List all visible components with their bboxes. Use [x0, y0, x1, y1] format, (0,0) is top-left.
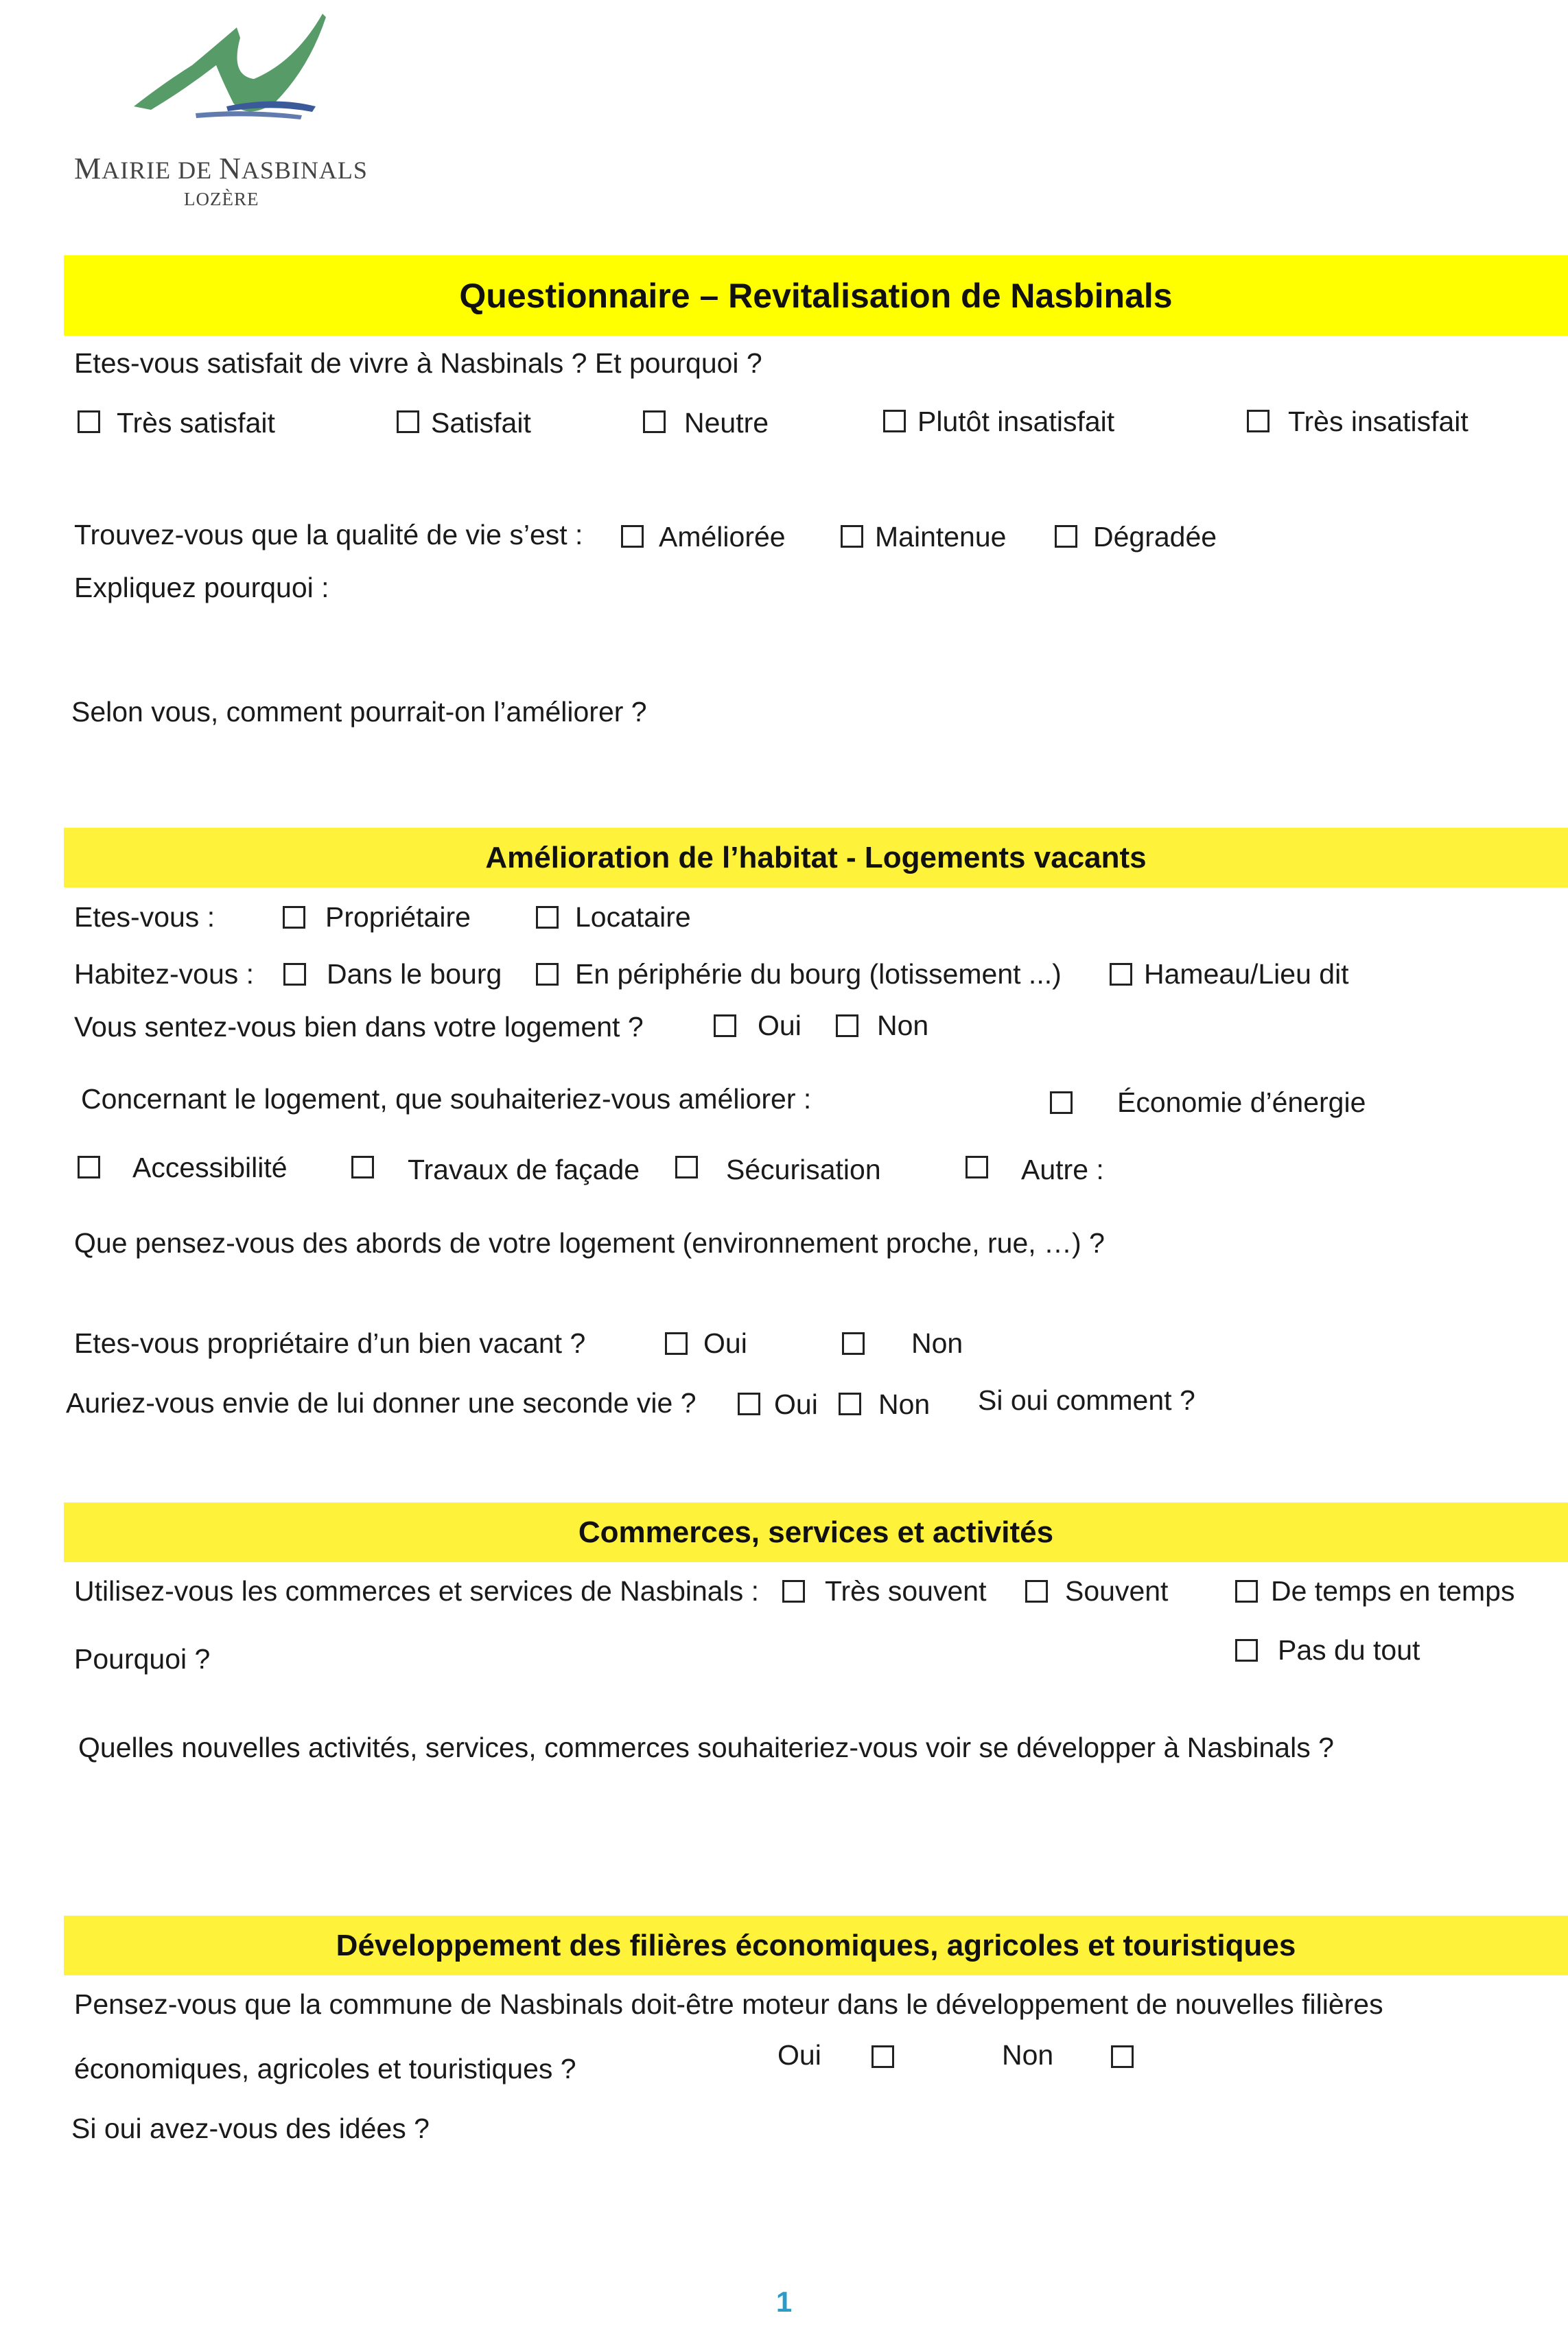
option-label: Satisfait — [431, 407, 531, 439]
checkbox-pas-du-tout[interactable] — [1235, 1639, 1258, 1662]
option-label: En périphérie du bourg (lotissement ...) — [575, 958, 1062, 990]
checkbox-hameau[interactable] — [1110, 963, 1132, 986]
option-label: Oui — [774, 1389, 818, 1420]
question-abords: Que pensez-vous des abords de votre logement (environnement proche, rue, …) ? — [74, 1227, 1105, 1259]
option-label: Accessibilité — [132, 1152, 288, 1183]
option-label: Maintenue — [875, 521, 1007, 553]
option-label: Dégradée — [1093, 521, 1217, 553]
option-label: Sécurisation — [726, 1154, 881, 1185]
checkbox-neutre[interactable] — [643, 410, 666, 433]
question-ameliorer-logement: Concernant le logement, que souhaiteriez-vous améliorer : — [81, 1083, 812, 1115]
option-label: Neutre — [684, 407, 769, 439]
logo-title: MAIRIE DE NASBINALS — [74, 152, 368, 185]
checkbox-bien-oui[interactable] — [714, 1014, 736, 1037]
checkbox-bien-non[interactable] — [836, 1014, 858, 1037]
checkbox-moteur-oui[interactable] — [871, 2045, 894, 2068]
option-label: Hameau/Lieu dit — [1144, 958, 1349, 990]
option-label: Non — [877, 1010, 929, 1041]
question-nouvelles-activites: Quelles nouvelles activités, services, commerces souhaiteriez-vous voir se développer à Nasbinals ? — [78, 1732, 1334, 1763]
question-etes-vous: Etes-vous : — [74, 901, 215, 933]
question-seconde-vie: Auriez-vous envie de lui donner une seconde vie ? — [66, 1387, 697, 1419]
checkbox-tres-insatisfait[interactable] — [1247, 410, 1269, 432]
question-bien-vacant: Etes-vous propriétaire d’un bien vacant ? — [74, 1327, 586, 1359]
checkbox-peripherie[interactable] — [536, 963, 559, 986]
checkbox-souvent[interactable] — [1025, 1580, 1048, 1603]
checkbox-seconde-vie-non[interactable] — [839, 1393, 861, 1415]
option-label: Locataire — [575, 901, 691, 933]
questionnaire-title: Questionnaire – Revitalisation de Nasbinals — [64, 255, 1568, 336]
question-moteur-line2: économiques, agricoles et touristiques ? — [74, 2053, 576, 2084]
checkbox-tres-souvent[interactable] — [782, 1580, 805, 1603]
checkbox-securisation[interactable] — [675, 1156, 698, 1178]
checkbox-plutot-insatisfait[interactable] — [883, 410, 906, 432]
option-label: Travaux de façade — [408, 1154, 640, 1185]
question-expliquez: Expliquez pourquoi : — [74, 572, 329, 603]
option-label: Oui — [758, 1010, 801, 1041]
question-pourquoi: Pourquoi ? — [74, 1643, 211, 1675]
option-label: Très insatisfait — [1288, 406, 1468, 437]
mairie-logo — [69, 0, 384, 220]
option-label: Économie d’énergie — [1117, 1087, 1366, 1118]
checkbox-maintenue[interactable] — [841, 525, 863, 548]
checkbox-dans-le-bourg[interactable] — [283, 963, 306, 986]
question-utilisez-commerces: Utilisez-vous les commerces et services de Nasbinals : — [74, 1575, 759, 1607]
option-label: Très souvent — [825, 1575, 987, 1607]
checkbox-proprietaire[interactable] — [283, 906, 305, 929]
logo-subtitle: LOZÈRE — [184, 189, 259, 209]
option-label: Non — [878, 1389, 931, 1420]
section-commerces-heading: Commerces, services et activités — [64, 1502, 1568, 1562]
section-filieres-heading: Développement des filières économiques, agricoles et touristiques — [64, 1916, 1568, 1975]
checkbox-satisfait[interactable] — [397, 410, 419, 433]
question-idees: Si oui avez-vous des idées ? — [71, 2113, 430, 2144]
option-label: Propriétaire — [325, 901, 471, 933]
checkbox-degradee[interactable] — [1055, 525, 1077, 548]
question-si-oui-comment: Si oui comment ? — [978, 1384, 1195, 1416]
option-label: De temps en temps — [1271, 1575, 1515, 1607]
checkbox-travaux-facade[interactable] — [351, 1156, 374, 1178]
page-number: 1 — [775, 2286, 793, 2318]
checkbox-autre[interactable] — [966, 1156, 988, 1178]
option-label: Oui — [703, 1327, 747, 1359]
option-label: Souvent — [1065, 1575, 1169, 1607]
option-label: Non — [1002, 2039, 1054, 2071]
checkbox-de-temps-en-temps[interactable] — [1235, 1580, 1258, 1603]
option-label: Dans le bourg — [327, 958, 502, 990]
option-label: Plutôt insatisfait — [917, 406, 1115, 437]
question-ameliorer: Selon vous, comment pourrait-on l’améliorer ? — [71, 696, 647, 728]
checkbox-tres-satisfait[interactable] — [78, 410, 100, 433]
checkbox-vacant-oui[interactable] — [665, 1332, 688, 1355]
section-habitat-heading: Amélioration de l’habitat - Logements vacants — [64, 828, 1568, 887]
option-label: Autre : — [1021, 1154, 1104, 1185]
checkbox-economie-energie[interactable] — [1050, 1091, 1073, 1114]
checkbox-amelioree[interactable] — [621, 525, 644, 548]
question-moteur-line1: Pensez-vous que la commune de Nasbinals doit-être moteur dans le développement de nouvelles filières — [74, 1988, 1383, 2020]
question-qualite-vie: Trouvez-vous que la qualité de vie s’est : — [74, 519, 583, 550]
option-label: Oui — [777, 2039, 821, 2071]
checkbox-locataire[interactable] — [536, 906, 559, 929]
option-label: Améliorée — [659, 521, 786, 553]
question-satisfaction: Etes-vous satisfait de vivre à Nasbinals ? Et pourquoi ? — [74, 347, 762, 379]
option-label: Pas du tout — [1278, 1634, 1420, 1666]
checkbox-seconde-vie-oui[interactable] — [738, 1393, 760, 1415]
option-label: Très satisfait — [117, 407, 275, 439]
checkbox-moteur-non[interactable] — [1111, 2045, 1134, 2068]
question-habitez-vous: Habitez-vous : — [74, 958, 255, 990]
question-bien-logement: Vous sentez-vous bien dans votre logement ? — [74, 1011, 644, 1043]
checkbox-vacant-non[interactable] — [842, 1332, 865, 1355]
option-label: Non — [911, 1327, 963, 1359]
checkbox-accessibilite[interactable] — [78, 1156, 100, 1178]
